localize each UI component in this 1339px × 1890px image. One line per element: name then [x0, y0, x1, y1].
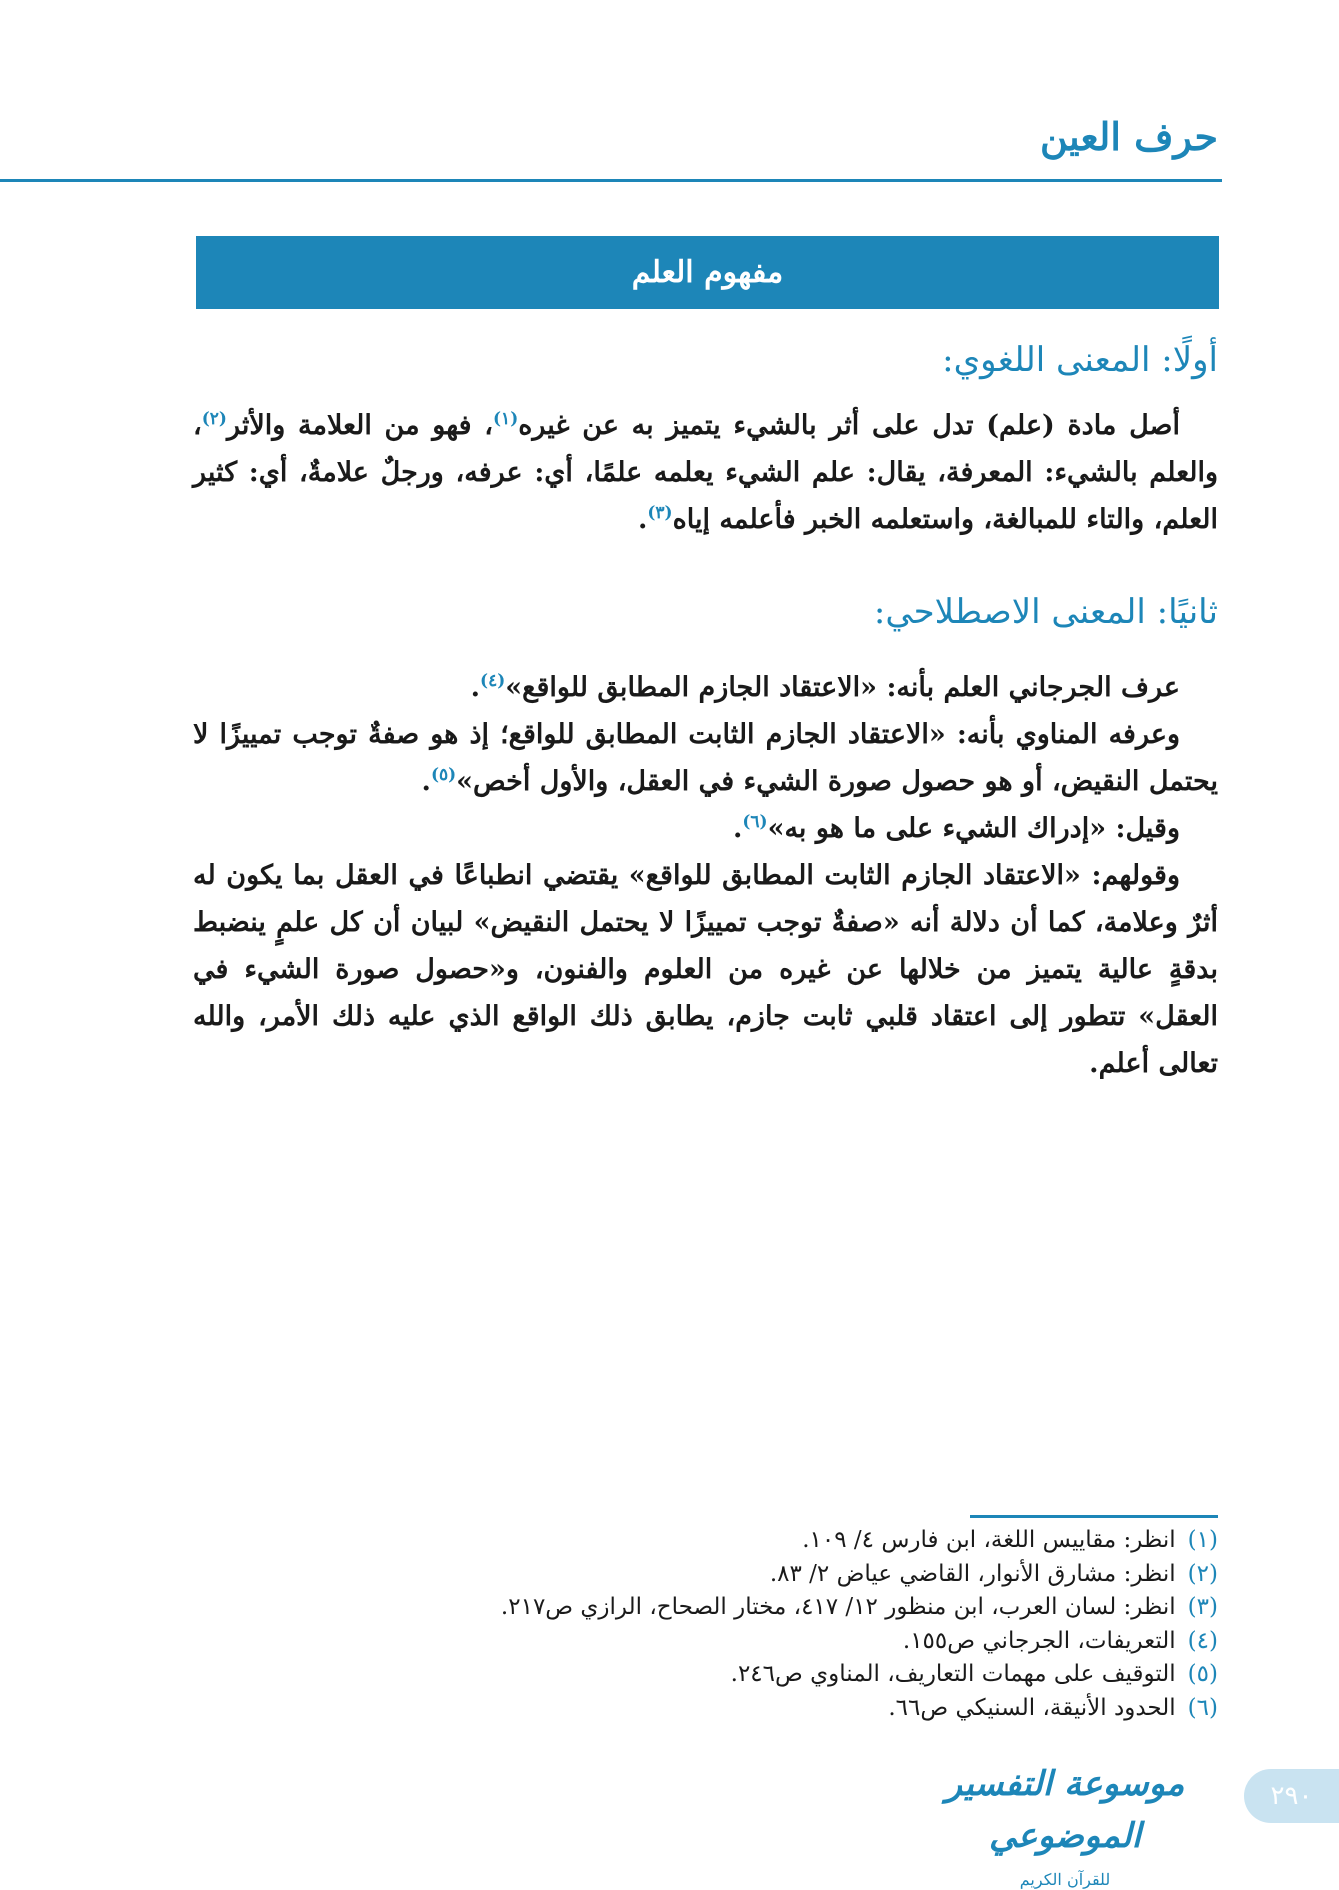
linguistic-meaning-body — [193, 402, 1218, 543]
footnote-4 — [193, 1625, 1218, 1659]
footnote-5 — [193, 1658, 1218, 1692]
running-head: حرف العين — [1040, 114, 1218, 159]
paragraph-text: . — [470, 672, 481, 703]
footnote-separator — [970, 1515, 1218, 1518]
footnote-number: (٣) — [1187, 1594, 1218, 1620]
footnote-ref-6[interactable]: (٦) — [742, 812, 768, 832]
footnote-3 — [193, 1591, 1218, 1625]
section-title: مفهوم العلم — [631, 255, 784, 290]
footnote-text: التوقيف على مهمات التعاريف، المناوي ص٢٤٦. — [730, 1661, 1176, 1687]
footnote-number: (٢) — [1187, 1560, 1218, 1587]
paragraph-text: . — [421, 766, 431, 797]
footnote-1 — [193, 1524, 1218, 1558]
footnote-2 — [193, 1558, 1218, 1592]
paragraph — [193, 711, 1218, 805]
footnote-number: (٤) — [1187, 1627, 1218, 1654]
footnote-number: (١) — [1187, 1527, 1218, 1553]
paragraph — [193, 664, 1218, 711]
footnote-ref-2[interactable]: (٢) — [201, 409, 227, 429]
paragraph-text: ، فهو من العلامة والأثر — [226, 410, 493, 441]
footnote-ref-1[interactable]: (١) — [493, 409, 519, 429]
paragraph — [193, 805, 1218, 852]
encyclopedia-logo — [905, 1758, 1225, 1889]
technical-meaning-body — [193, 664, 1218, 1087]
footnote-text: انظر: مشارق الأنوار، القاضي عياض ٢/ ٨٣. — [769, 1560, 1176, 1587]
paragraph — [193, 852, 1218, 1087]
paragraph-text: عرف الجرجاني العلم بأنه: «الاعتقاد الجازم المطابق للواقع» — [505, 672, 1180, 703]
paragraph-text: . — [637, 504, 648, 535]
footnote-ref-4[interactable]: (٤) — [480, 671, 506, 691]
paragraph-text: وقولهم: «الاعتقاد الجازم الثابت المطابق للواقع» يقتضي انطباعًا في العقل بما يكون له أثرٌ وعلامة، كما أن دلالة أنه «صفةٌ توجب تمييزًا لا يحتمل النقيض» لبيان أن كل علمٍ ينضبط بدقةٍ عالية يتميز من خلالها عن غيره من العلوم والفنون، و«حصول صورة الشيء في العقل» تتطور إلى اعتقاد قلبي ثابت جازم، يطابق ذلك الواقع الذي عليه ذلك الأمر، والله تعالى أعلم. — [193, 860, 1218, 1079]
paragraph-text: وعرفه المناوي بأنه: «الاعتقاد الجازم الثابت المطابق للواقع؛ إذ هو صفةٌ توجب تمييزًا لا يحتمل النقيض، أو هو حصول صورة الشيء في العقل، والأول أخص» — [193, 719, 1218, 797]
heading-linguistic-meaning: أولًا: المعنى اللغوي: — [942, 340, 1218, 380]
paragraph-text: وقيل: «إدراك الشيء على ما هو به» — [767, 813, 1180, 844]
logo-title: موسوعة التفسير الموضوعي — [945, 1764, 1185, 1856]
footnote-number: (٥) — [1187, 1661, 1218, 1687]
footnote-ref-3[interactable]: (٣) — [647, 503, 673, 523]
footnote-number: (٦) — [1187, 1694, 1218, 1721]
paragraph-text: ، والعلم بالشيء: المعرفة، يقال: علم الشيء يعلمه علمًا، أي: عرفه، ورجلٌ علامةٌ، أي: كثير العلم، والتاء للمبالغة، واستعلمه الخبر فأعلمه إياه — [193, 410, 1218, 535]
footnote-text: انظر: لسان العرب، ابن منظور ١٢/ ٤١٧، مختار الصحاح، الرازي ص٢١٧. — [500, 1594, 1176, 1620]
paragraph — [193, 402, 1218, 543]
footnote-text: التعريفات، الجرجاني ص١٥٥. — [902, 1627, 1176, 1654]
footnote-6 — [193, 1692, 1218, 1726]
paragraph-text: أصل مادة (علم) تدل على أثر بالشيء يتميز به عن غيره — [518, 410, 1180, 441]
footnote-ref-5[interactable]: (٥) — [430, 765, 457, 785]
footnotes — [193, 1524, 1218, 1725]
footnote-text: انظر: مقاييس اللغة، ابن فارس ٤/ ١٠٩. — [802, 1527, 1176, 1553]
heading-technical-meaning: ثانيًا: المعنى الاصطلاحي: — [873, 592, 1218, 632]
page-number: ٢٩٠ — [1244, 1769, 1339, 1823]
paragraph-text: . — [732, 813, 743, 844]
header-rule — [0, 179, 1222, 182]
section-title-band — [196, 236, 1219, 309]
footnote-text: الحدود الأنيقة، السنيكي ص٦٦. — [888, 1694, 1176, 1721]
logo-subtitle: للقرآن الكريم — [1019, 1870, 1111, 1889]
